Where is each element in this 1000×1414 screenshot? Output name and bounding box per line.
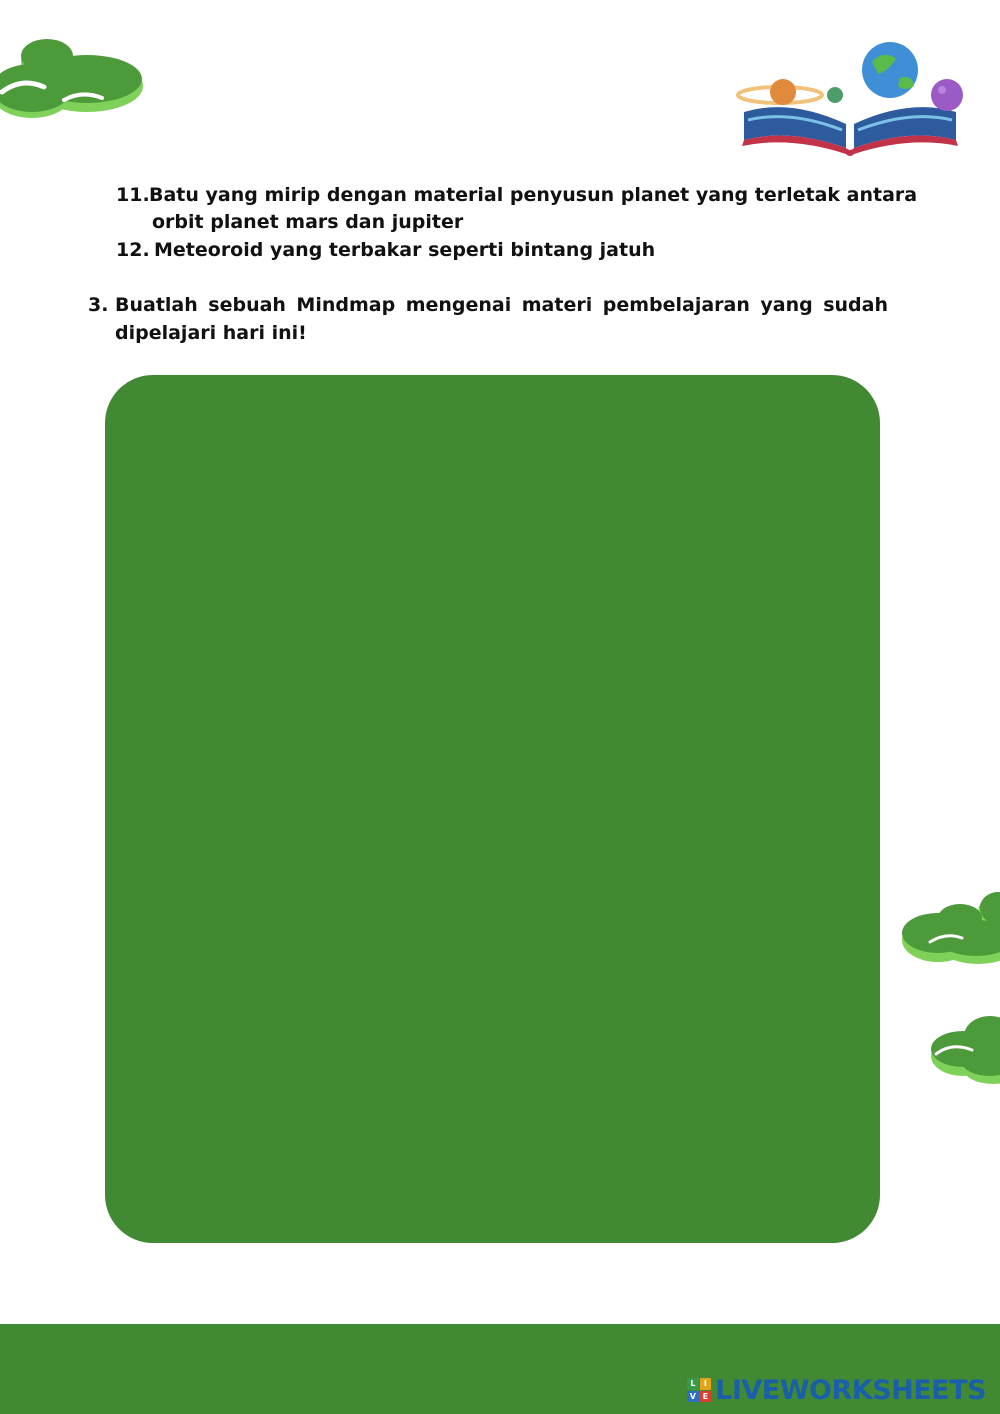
logo-text: LIVEWORKSHEETS <box>715 1374 986 1406</box>
list-item-continuation: orbit planet mars dan jupiter <box>152 211 464 233</box>
item-number: 11. <box>116 184 150 206</box>
footer-band <box>0 1324 1000 1414</box>
list-item <box>116 182 917 209</box>
liveworksheets-logo <box>687 1374 986 1406</box>
list-item <box>116 237 655 264</box>
question-text: Buatlah sebuah Mindmap mengenai materi pembelajaran yang sudah dipelajari hari ini! <box>115 294 888 344</box>
open-book-planets-icon <box>730 40 970 158</box>
mindmap-answer-area[interactable] <box>105 375 880 1243</box>
question-3 <box>88 291 888 347</box>
item-text: Meteoroid yang terbakar seperti bintang jatuh <box>154 239 656 261</box>
cloud-icon <box>0 22 157 122</box>
item-number: 12. <box>116 239 150 261</box>
item-text: Batu yang mirip dengan material penyusun planet yang terletak antara <box>149 184 918 206</box>
cloud-icon <box>928 1006 1000 1088</box>
cloud-icon <box>898 882 1000 972</box>
question-number: 3. <box>88 294 109 316</box>
liveworksheets-mark-icon: L I V E <box>687 1378 711 1402</box>
